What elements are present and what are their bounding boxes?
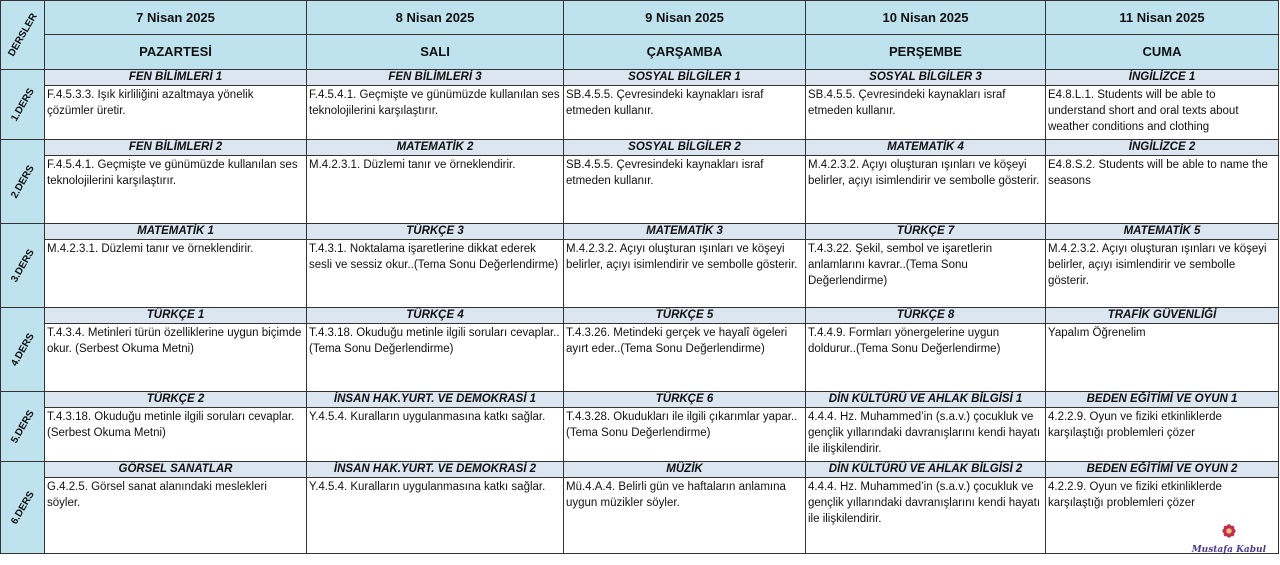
- day-cell: CUMA: [1046, 34, 1279, 69]
- objective-cell: F.4.5.3.3. Işık kirliliğini azaltmaya yönelik çözümler üretir.: [45, 86, 307, 140]
- flower-icon: [1221, 523, 1237, 539]
- subject-cell: MATEMATİK 2: [307, 140, 564, 156]
- subject-cell: DİN KÜLTÜRÜ VE AHLAK BİLGİSİ 1: [806, 392, 1046, 408]
- objective-row: [1, 408, 1279, 462]
- day-cell: SALI: [307, 34, 564, 69]
- lesson-label: 3.DERS: [8, 247, 37, 284]
- day-row: [1, 34, 1279, 69]
- objective-cell: T.4.3.1. Noktalama işaretlerine dikkat ederek sesli ve sessiz okur..(Tema Sonu Değerlendirme): [307, 240, 564, 308]
- subject-cell: TÜRKÇE 1: [45, 308, 307, 324]
- objective-cell: 4.4.4. Hz. Muhammed’in (s.a.v.) çocukluk ve gençlik yıllarındaki davranışlarını kendi hayatı ile ilişkilendirir.: [806, 478, 1046, 554]
- corner-header: [1, 1, 45, 70]
- subject-cell: TÜRKÇE 8: [806, 308, 1046, 324]
- objective-cell: M.4.2.3.1. Düzlemi tanır ve örneklendirir.: [307, 156, 564, 224]
- subject-cell: FEN BİLİMLERİ 2: [45, 140, 307, 156]
- objective-row: [1, 478, 1279, 554]
- flower-petal: [1230, 526, 1234, 530]
- subject-row: [1, 308, 1279, 324]
- objective-row: [1, 86, 1279, 140]
- subject-cell: İNGİLİZCE 1: [1046, 70, 1279, 86]
- objective-cell: M.4.2.3.2. Açıyı oluşturan ışınları ve köşeyi belirler, açıyı isimlendirir ve sembolle gösterir.: [564, 240, 806, 308]
- day-cell: ÇARŞAMBA: [564, 34, 806, 69]
- subject-cell: MATEMATİK 4: [806, 140, 1046, 156]
- subject-cell: TÜRKÇE 3: [307, 224, 564, 240]
- objective-cell: M.4.2.3.1. Düzlemi tanır ve örneklendirir.: [45, 240, 307, 308]
- day-cell: PAZARTESİ: [45, 34, 307, 69]
- objective-cell: G.4.2.5. Görsel sanat alanındaki meslekleri söyler.: [45, 478, 307, 554]
- objective-cell: Y.4.5.4. Kuralların uygulanmasına katkı sağlar.: [307, 408, 564, 462]
- subject-cell: MATEMATİK 1: [45, 224, 307, 240]
- subject-row: [1, 462, 1279, 478]
- objective-cell: T.4.3.4. Metinleri türün özelliklerine uygun biçimde okur. (Serbest Okuma Metni): [45, 324, 307, 392]
- objective-cell: E4.8.L.1. Students will be able to understand short and oral texts about weather conditions and clothing: [1046, 86, 1279, 140]
- objective-cell: 4.4.4. Hz. Muhammed’in (s.a.v.) çocukluk ve gençlik yıllarındaki davranışlarını kendi hayatı ile ilişkilendirir.: [806, 408, 1046, 462]
- lesson-label: 4.DERS: [8, 331, 37, 368]
- subject-row: [1, 70, 1279, 86]
- subject-cell: GÖRSEL SANATLAR: [45, 462, 307, 478]
- subject-cell: TÜRKÇE 6: [564, 392, 806, 408]
- lesson-label: 2.DERS: [8, 163, 37, 200]
- subject-cell: FEN BİLİMLERİ 3: [307, 70, 564, 86]
- lesson-label-cell: [1, 140, 45, 224]
- objective-cell: T.4.3.26. Metindeki gerçek ve hayalî ögeleri ayırt eder..(Tema Sonu Değerlendirme): [564, 324, 806, 392]
- objective-cell: 4.2.2.9. Oyun ve fiziki etkinliklerde karşılaştığı problemleri çözer: [1046, 408, 1279, 462]
- author-signature: [1192, 523, 1266, 557]
- objective-cell: T.4.3.18. Okuduğu metinle ilgili soruları cevaplar. (Serbest Okuma Metni): [45, 408, 307, 462]
- day-cell: PERŞEMBE: [806, 34, 1046, 69]
- subject-row: [1, 392, 1279, 408]
- objective-cell: T.4.3.22. Şekil, sembol ve işaretlerin anlamlarını kavrar..(Tema Sonu Değerlendirme): [806, 240, 1046, 308]
- objective-row: [1, 156, 1279, 224]
- objective-cell: F.4.5.4.1. Geçmişte ve günümüzde kullanılan ses teknolojilerini karşılaştırır.: [45, 156, 307, 224]
- date-row: [1, 1, 1279, 35]
- subject-cell: SOSYAL BİLGİLER 2: [564, 140, 806, 156]
- subject-row: [1, 140, 1279, 156]
- objective-cell: T.4.3.28. Okudukları ile ilgili çıkarımlar yapar..(Tema Sonu Değerlendirme): [564, 408, 806, 462]
- signature-name: Mustafa Kabul: [1191, 545, 1266, 555]
- lesson-label: 5.DERS: [8, 408, 37, 445]
- date-cell: 10 Nisan 2025: [806, 1, 1046, 35]
- date-cell: 8 Nisan 2025: [307, 1, 564, 35]
- subject-cell: TÜRKÇE 5: [564, 308, 806, 324]
- lesson-label-cell: [1, 462, 45, 554]
- objective-cell: E4.8.S.2. Students will be able to name the seasons: [1046, 156, 1279, 224]
- objective-cell: M.4.2.3.2. Açıyı oluşturan ışınları ve köşeyi belirler, açıyı isimlendirir ve sembolle gösterir.: [1046, 240, 1279, 308]
- corner-label: DERSLER: [5, 11, 40, 59]
- subject-cell: DİN KÜLTÜRÜ VE AHLAK BİLGİSİ 2: [806, 462, 1046, 478]
- lesson-label-cell: [1, 308, 45, 392]
- lesson-label-cell: [1, 70, 45, 140]
- lesson-label: 1.DERS: [8, 86, 37, 123]
- date-cell: 9 Nisan 2025: [564, 1, 806, 35]
- objective-cell: T.4.4.9. Formları yönergelerine uygun doldurur..(Tema Sonu Değerlendirme): [806, 324, 1046, 392]
- subject-cell: TRAFİK GÜVENLİĞİ: [1046, 308, 1279, 324]
- objective-cell: Mü.4.A.4. Belirli gün ve haftaların anlamına uygun müzikler söyler.: [564, 478, 806, 554]
- subject-cell: TÜRKÇE 7: [806, 224, 1046, 240]
- subject-row: [1, 224, 1279, 240]
- lesson-label-cell: [1, 392, 45, 462]
- objective-cell: M.4.2.3.2. Açıyı oluşturan ışınları ve köşeyi belirler, açıyı isimlendirir ve sembolle gösterir.: [806, 156, 1046, 224]
- objective-cell: 4.2.2.9. Oyun ve fiziki etkinliklerde karşılaştığı problemleri çözer: [1046, 478, 1279, 554]
- objective-row: [1, 324, 1279, 392]
- subject-cell: MATEMATİK 5: [1046, 224, 1279, 240]
- date-cell: 7 Nisan 2025: [45, 1, 307, 35]
- subject-cell: TÜRKÇE 2: [45, 392, 307, 408]
- objective-cell: SB.4.5.5. Çevresindeki kaynakları israf etmeden kullanır.: [564, 86, 806, 140]
- subject-cell: MÜZİK: [564, 462, 806, 478]
- subject-cell: TÜRKÇE 4: [307, 308, 564, 324]
- subject-cell: İNSAN HAK.YURT. VE DEMOKRASİ 1: [307, 392, 564, 408]
- subject-cell: MATEMATİK 3: [564, 224, 806, 240]
- subject-cell: BEDEN EĞİTİMİ VE OYUN 1: [1046, 392, 1279, 408]
- objective-cell: Yapalım Öğrenelim: [1046, 324, 1279, 392]
- objective-cell: SB.4.5.5. Çevresindeki kaynakları israf etmeden kullanır.: [806, 86, 1046, 140]
- subject-cell: BEDEN EĞİTİMİ VE OYUN 2: [1046, 462, 1279, 478]
- subject-cell: FEN BİLİMLERİ 1: [45, 70, 307, 86]
- objective-row: [1, 240, 1279, 308]
- subject-cell: İNGİLİZCE 2: [1046, 140, 1279, 156]
- objective-cell: SB.4.5.5. Çevresindeki kaynakları israf etmeden kullanır.: [564, 156, 806, 224]
- lesson-label-cell: [1, 224, 45, 308]
- lesson-label: 6.DERS: [8, 489, 37, 526]
- objective-cell: F.4.5.4.1. Geçmişte ve günümüzde kullanılan ses teknolojilerini karşılaştırır.: [307, 86, 564, 140]
- date-cell: 11 Nisan 2025: [1046, 1, 1279, 35]
- objective-cell: Y.4.5.4. Kuralların uygulanmasına katkı sağlar.: [307, 478, 564, 554]
- objective-cell: T.4.3.18. Okuduğu metinle ilgili soruları cevaplar..(Tema Sonu Değerlendirme): [307, 324, 564, 392]
- subject-cell: SOSYAL BİLGİLER 3: [806, 70, 1046, 86]
- subject-cell: İNSAN HAK.YURT. VE DEMOKRASİ 2: [307, 462, 564, 478]
- subject-cell: SOSYAL BİLGİLER 1: [564, 70, 806, 86]
